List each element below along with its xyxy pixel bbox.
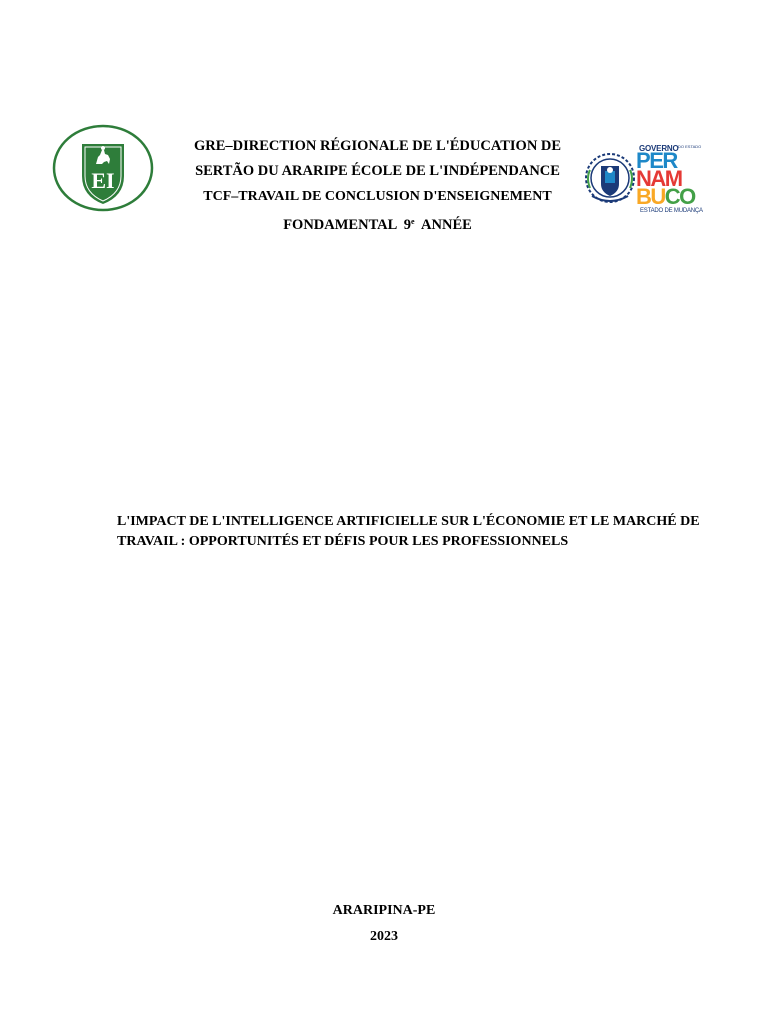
document-title: [117, 512, 737, 552]
city-label: ARARIPINA-PE: [332, 903, 436, 918]
title-line-1: L'IMPACT DE L'INTELLIGENCE ARTIFICIELLE SUR L'ÉCONOMIE ET LE MARCHÉ DE: [117, 514, 700, 529]
pernambuco-government-logo: [584, 140, 706, 216]
header-line-3: TCF–TRAVAIL DE CONCLUSION D'ENSEIGNEMENT: [203, 189, 552, 204]
year-label: 2023: [370, 929, 398, 944]
header-line-4: FONDAMENTAL 9e ANNÉE: [283, 217, 472, 233]
ordinal-superscript: e: [411, 217, 415, 226]
school-logo: [52, 124, 156, 212]
logo-line-per: PER: [636, 148, 677, 173]
header-line-2: SERTÃO DU ARARIPE ÉCOLE DE L'INDÉPENDANCE: [195, 163, 560, 179]
logo-line-buco: BUCO: [636, 184, 695, 209]
header-line-1: GRE–DIRECTION RÉGIONALE DE L'ÉDUCATION DE: [193, 138, 562, 154]
governo-small-label: DO ESTADO: [678, 144, 702, 149]
title-line-2: TRAVAIL : OPPORTUNITÉS ET DÉFIS POUR LES PROFESSIONNELS: [117, 534, 569, 549]
institution-header: [160, 134, 595, 238]
governo-label: GOVERNO: [639, 144, 679, 153]
school-logo-letters: EI: [91, 168, 115, 193]
logo-tagline: ESTADO DE MUDANÇA: [640, 208, 703, 214]
logo-line-nam: NAM: [636, 166, 682, 191]
